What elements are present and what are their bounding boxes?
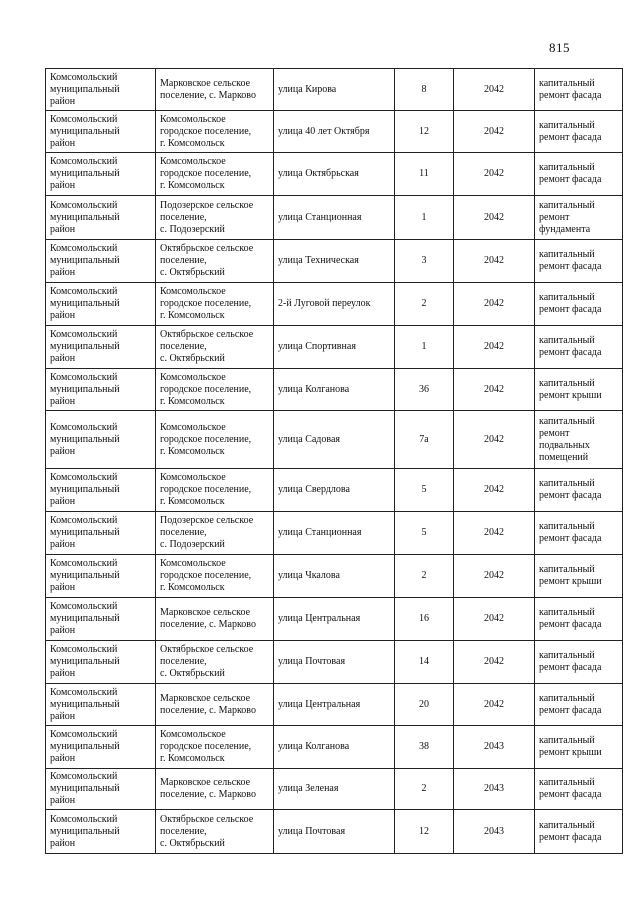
settlement-cell: Октябрьское сельское поселение, с. Октябрьский <box>156 641 274 684</box>
district-cell: Комсомольский муниципальный район <box>46 810 156 854</box>
house-number-cell: 14 <box>395 641 454 684</box>
street-cell: улица Свердлова <box>274 469 395 512</box>
settlement-cell: Марковское сельское поселение, с. Марково <box>156 69 274 111</box>
year-cell: 2042 <box>454 684 535 726</box>
table-row <box>46 726 623 769</box>
work-type-cell: капитальный ремонт фасада <box>535 69 623 111</box>
work-type-cell: капитальный ремонт фасада <box>535 240 623 283</box>
district-cell: Комсомольский муниципальный район <box>46 369 156 411</box>
table-row <box>46 641 623 684</box>
street-cell: улица Техническая <box>274 240 395 283</box>
street-cell: улица Почтовая <box>274 641 395 684</box>
settlement-cell: Марковское сельское поселение, с. Марково <box>156 684 274 726</box>
house-number-cell: 11 <box>395 153 454 196</box>
street-cell: улица Центральная <box>274 598 395 641</box>
settlement-cell: Октябрьское сельское поселение, с. Октябрьский <box>156 810 274 854</box>
district-cell: Комсомольский муниципальный район <box>46 411 156 469</box>
settlement-cell: Марковское сельское поселение, с. Марково <box>156 598 274 641</box>
work-type-cell: капитальный ремонт фасада <box>535 153 623 196</box>
settlement-cell: Марковское сельское поселение, с. Марково <box>156 769 274 810</box>
street-cell: улица Спортивная <box>274 326 395 369</box>
table-row <box>46 411 623 469</box>
table-row <box>46 555 623 598</box>
year-cell: 2042 <box>454 512 535 555</box>
street-cell: улица Станционная <box>274 196 395 240</box>
house-number-cell: 16 <box>395 598 454 641</box>
street-cell: улица Садовая <box>274 411 395 469</box>
table-row <box>46 598 623 641</box>
year-cell: 2043 <box>454 769 535 810</box>
district-cell: Комсомольский муниципальный район <box>46 111 156 153</box>
street-cell: улица Почтовая <box>274 810 395 854</box>
house-number-cell: 2 <box>395 769 454 810</box>
district-cell: Комсомольский муниципальный район <box>46 326 156 369</box>
year-cell: 2043 <box>454 726 535 769</box>
work-type-cell: капитальный ремонт фасада <box>535 326 623 369</box>
table-row <box>46 684 623 726</box>
work-type-cell: капитальный ремонт фасада <box>535 283 623 326</box>
house-number-cell: 2 <box>395 283 454 326</box>
work-type-cell: капитальный ремонт фасада <box>535 769 623 810</box>
work-type-cell: капитальный ремонт крыши <box>535 726 623 769</box>
district-cell: Комсомольский муниципальный район <box>46 598 156 641</box>
street-cell: улица Станционная <box>274 512 395 555</box>
street-cell: улица Зеленая <box>274 769 395 810</box>
settlement-cell: Комсомольское городское поселение, г. Комсомольск <box>156 369 274 411</box>
page-number: 815 <box>549 40 570 55</box>
table-row <box>46 369 623 411</box>
work-type-cell: капитальный ремонт фасада <box>535 111 623 153</box>
year-cell: 2042 <box>454 111 535 153</box>
settlement-cell: Подозерское сельское поселение, с. Подозерский <box>156 196 274 240</box>
year-cell: 2042 <box>454 153 535 196</box>
house-number-cell: 3 <box>395 240 454 283</box>
district-cell: Комсомольский муниципальный район <box>46 555 156 598</box>
house-number-cell: 20 <box>395 684 454 726</box>
work-type-cell: капитальный ремонт подвальных помещений <box>535 411 623 469</box>
house-number-cell: 7а <box>395 411 454 469</box>
settlement-cell: Подозерское сельское поселение, с. Подозерский <box>156 512 274 555</box>
year-cell: 2042 <box>454 469 535 512</box>
settlement-cell: Октябрьское сельское поселение, с. Октябрьский <box>156 326 274 369</box>
house-number-cell: 5 <box>395 512 454 555</box>
work-type-cell: капитальный ремонт крыши <box>535 555 623 598</box>
year-cell: 2042 <box>454 196 535 240</box>
district-cell: Комсомольский муниципальный район <box>46 153 156 196</box>
repair-schedule-table <box>45 68 623 854</box>
street-cell: улица Кирова <box>274 69 395 111</box>
district-cell: Комсомольский муниципальный район <box>46 512 156 555</box>
year-cell: 2042 <box>454 411 535 469</box>
district-cell: Комсомольский муниципальный район <box>46 641 156 684</box>
table-row <box>46 153 623 196</box>
house-number-cell: 1 <box>395 196 454 240</box>
year-cell: 2042 <box>454 240 535 283</box>
table-row <box>46 326 623 369</box>
street-cell: улица Чкалова <box>274 555 395 598</box>
work-type-cell: капитальный ремонт фасада <box>535 469 623 512</box>
year-cell: 2042 <box>454 641 535 684</box>
settlement-cell: Комсомольское городское поселение, г. Комсомольск <box>156 555 274 598</box>
house-number-cell: 5 <box>395 469 454 512</box>
table-row <box>46 469 623 512</box>
table-row <box>46 196 623 240</box>
house-number-cell: 38 <box>395 726 454 769</box>
district-cell: Комсомольский муниципальный район <box>46 684 156 726</box>
house-number-cell: 12 <box>395 810 454 854</box>
settlement-cell: Комсомольское городское поселение, г. Комсомольск <box>156 411 274 469</box>
house-number-cell: 36 <box>395 369 454 411</box>
settlement-cell: Октябрьское сельское поселение, с. Октябрьский <box>156 240 274 283</box>
house-number-cell: 1 <box>395 326 454 369</box>
street-cell: улица Октябрьская <box>274 153 395 196</box>
settlement-cell: Комсомольское городское поселение, г. Комсомольск <box>156 283 274 326</box>
table-row <box>46 240 623 283</box>
street-cell: улица Колганова <box>274 726 395 769</box>
work-type-cell: капитальный ремонт фундамента <box>535 196 623 240</box>
district-cell: Комсомольский муниципальный район <box>46 240 156 283</box>
district-cell: Комсомольский муниципальный район <box>46 69 156 111</box>
work-type-cell: капитальный ремонт фасада <box>535 512 623 555</box>
table-row <box>46 69 623 111</box>
street-cell: улица 40 лет Октября <box>274 111 395 153</box>
settlement-cell: Комсомольское городское поселение, г. Комсомольск <box>156 153 274 196</box>
district-cell: Комсомольский муниципальный район <box>46 726 156 769</box>
street-cell: улица Колганова <box>274 369 395 411</box>
district-cell: Комсомольский муниципальный район <box>46 769 156 810</box>
table-row <box>46 283 623 326</box>
work-type-cell: капитальный ремонт фасада <box>535 598 623 641</box>
work-type-cell: капитальный ремонт фасада <box>535 684 623 726</box>
settlement-cell: Комсомольское городское поселение, г. Комсомольск <box>156 726 274 769</box>
work-type-cell: капитальный ремонт фасада <box>535 641 623 684</box>
year-cell: 2042 <box>454 598 535 641</box>
year-cell: 2042 <box>454 326 535 369</box>
settlement-cell: Комсомольское городское поселение, г. Комсомольск <box>156 469 274 512</box>
district-cell: Комсомольский муниципальный район <box>46 196 156 240</box>
table-row <box>46 512 623 555</box>
district-cell: Комсомольский муниципальный район <box>46 469 156 512</box>
year-cell: 2042 <box>454 555 535 598</box>
work-type-cell: капитальный ремонт фасада <box>535 810 623 854</box>
street-cell: улица Центральная <box>274 684 395 726</box>
street-cell: 2-й Луговой переулок <box>274 283 395 326</box>
house-number-cell: 2 <box>395 555 454 598</box>
district-cell: Комсомольский муниципальный район <box>46 283 156 326</box>
table-row <box>46 810 623 854</box>
house-number-cell: 12 <box>395 111 454 153</box>
year-cell: 2042 <box>454 283 535 326</box>
year-cell: 2042 <box>454 69 535 111</box>
year-cell: 2043 <box>454 810 535 854</box>
year-cell: 2042 <box>454 369 535 411</box>
settlement-cell: Комсомольское городское поселение, г. Комсомольск <box>156 111 274 153</box>
house-number-cell: 8 <box>395 69 454 111</box>
table-row <box>46 111 623 153</box>
table-row <box>46 769 623 810</box>
work-type-cell: капитальный ремонт крыши <box>535 369 623 411</box>
